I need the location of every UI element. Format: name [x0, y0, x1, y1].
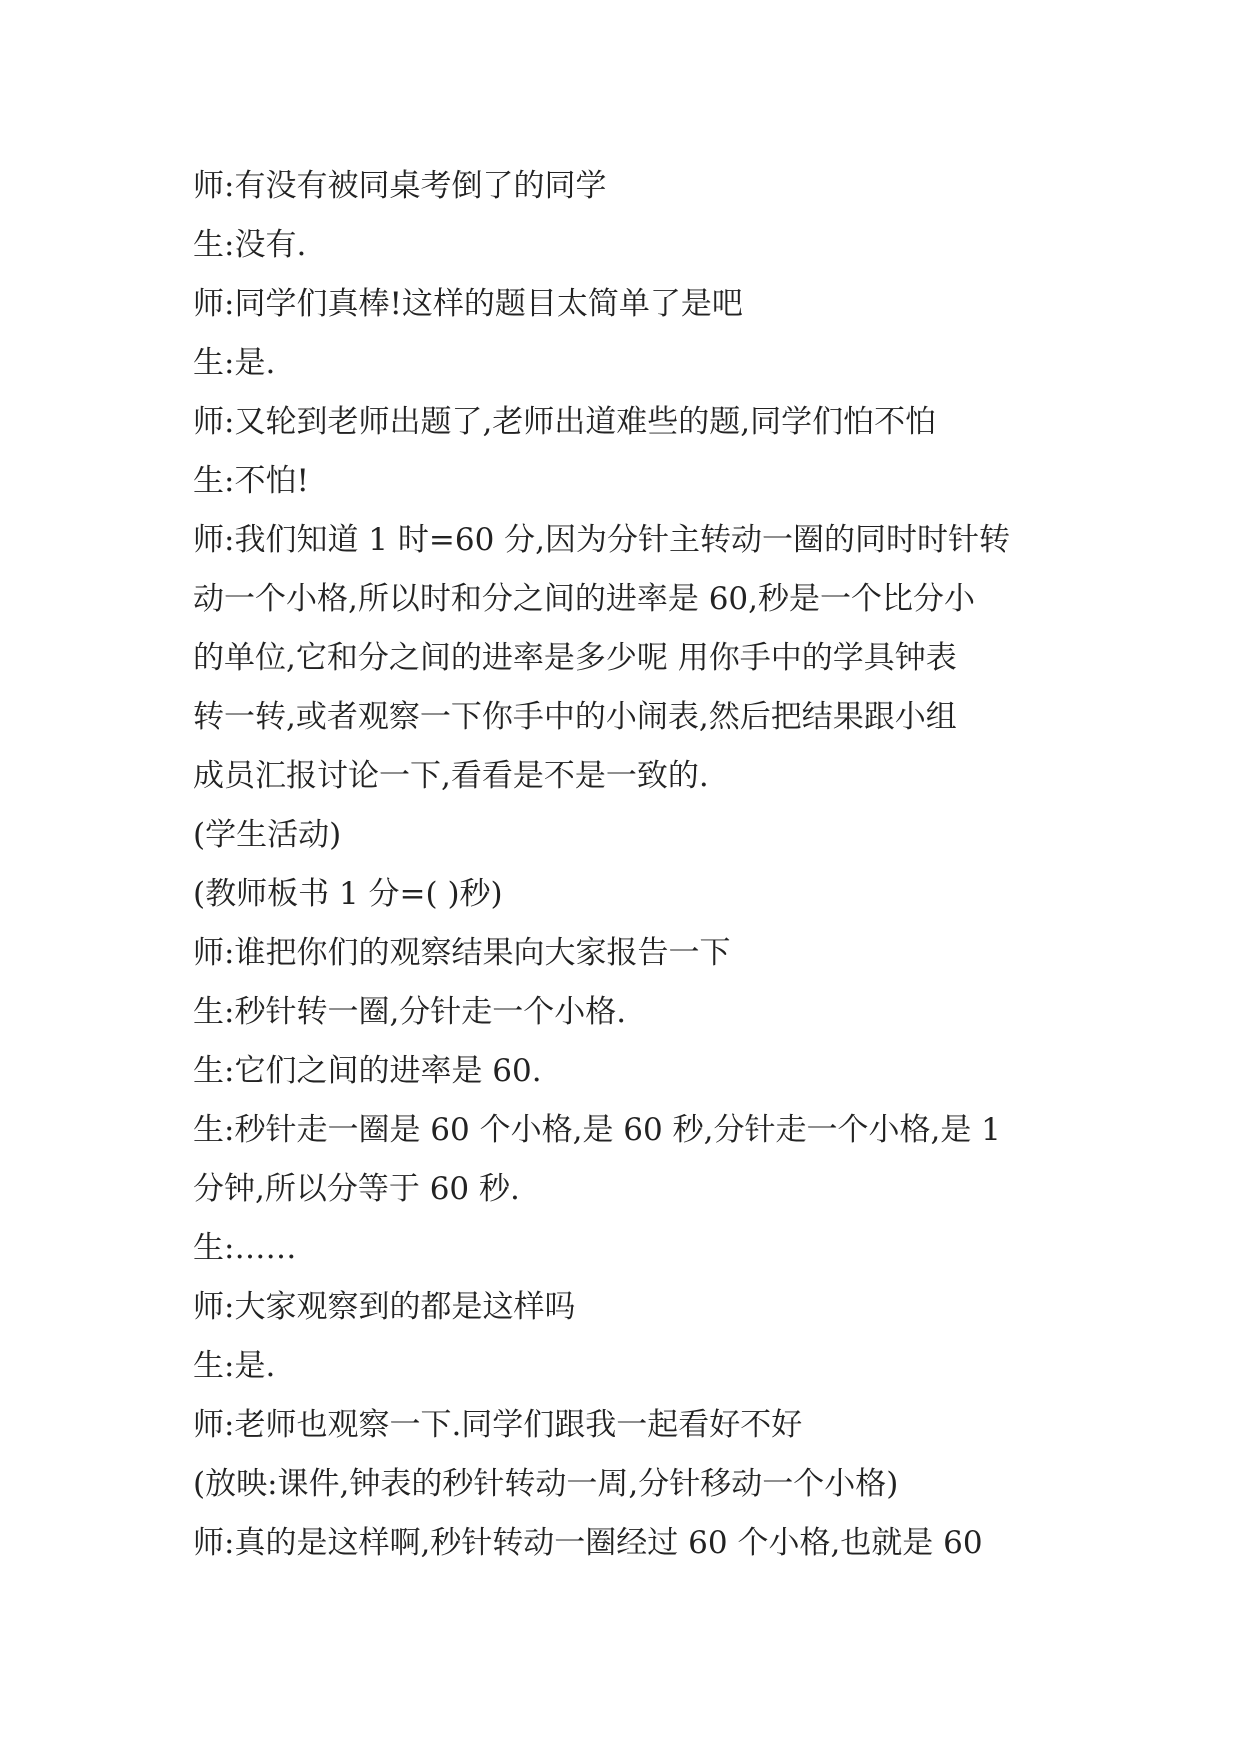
text-line: 师:同学们真棒!这样的题目太简单了是吧	[193, 286, 743, 322]
text-line: 生:秒针走一圈是 60 个小格,是 60 秒,分针走一个小格,是 1	[193, 1112, 1001, 1148]
text-line: (放映:课件,钟表的秒针转动一周,分针移动一个小格)	[193, 1466, 899, 1502]
text-line: (教师板书 1 分=( )秒)	[193, 876, 503, 912]
text-line: 动一个小格,所以时和分之间的进率是 60,秒是一个比分小	[193, 581, 976, 617]
text-line: 生:是.	[193, 1348, 276, 1384]
text-line: 的单位,它和分之间的进率是多少呢 用你手中的学具钟表	[193, 640, 957, 676]
text-line: 成员汇报讨论一下,看看是不是一致的.	[193, 758, 709, 794]
text-line: 师:大家观察到的都是这样吗	[193, 1289, 576, 1325]
text-line: 师:谁把你们的观察结果向大家报告一下	[193, 935, 731, 971]
text-line: 师:我们知道 1 时=60 分,因为分针主转动一圈的同时时针转	[193, 522, 1011, 558]
text-line: 生:是.	[193, 345, 276, 381]
text-line: 师:有没有被同桌考倒了的同学	[193, 168, 607, 204]
text-line: 生:没有.	[193, 227, 307, 263]
text-line: 师:又轮到老师出题了,老师出道难些的题,同学们怕不怕	[193, 404, 937, 440]
text-line: 生:不怕!	[193, 463, 309, 499]
text-line: (学生活动)	[193, 817, 342, 853]
text-line: 分钟,所以分等于 60 秒.	[193, 1171, 520, 1207]
text-line: 转一转,或者观察一下你手中的小闹表,然后把结果跟小组	[193, 699, 957, 735]
text-line: 师:老师也观察一下.同学们跟我一起看好不好	[193, 1407, 803, 1443]
text-line: 生:秒针转一圈,分针走一个小格.	[193, 994, 627, 1030]
text-line: 生:它们之间的进率是 60.	[193, 1053, 542, 1089]
text-line: 生:……	[193, 1230, 297, 1266]
text-line: 师:真的是这样啊,秒针转动一圈经过 60 个小格,也就是 60	[193, 1525, 983, 1561]
